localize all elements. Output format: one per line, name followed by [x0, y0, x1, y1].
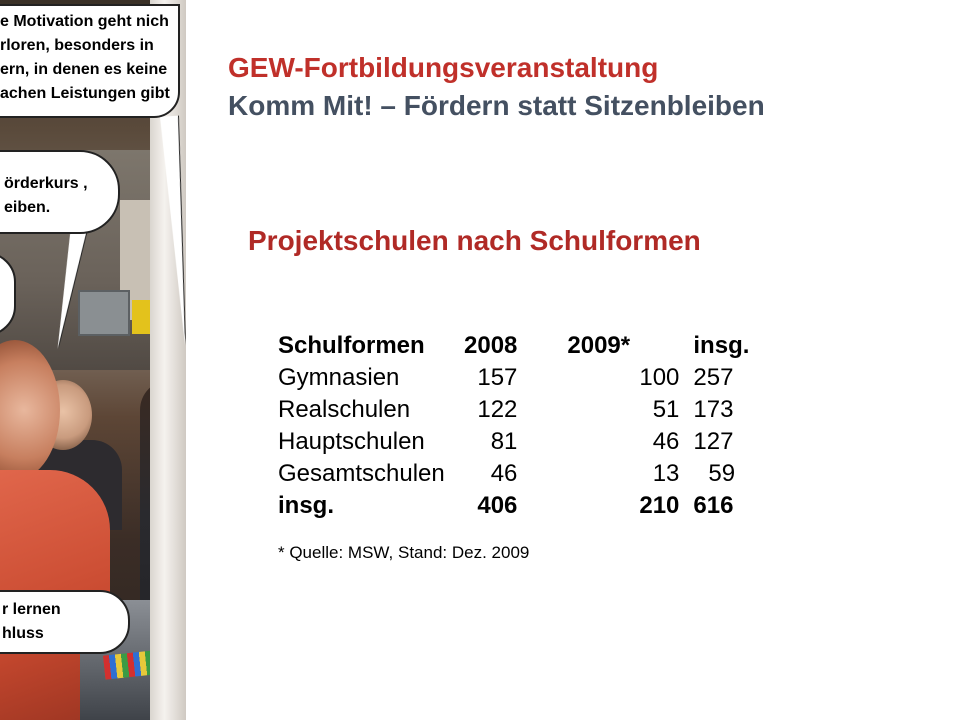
total-cell: 406 — [477, 492, 518, 519]
table-cell: 46 — [652, 428, 680, 455]
table-cell: 127 — [693, 428, 734, 455]
school-types-table — [278, 330, 804, 522]
total-cell: 210 — [639, 492, 680, 519]
classroom-photo — [0, 0, 186, 720]
table-cell: 59 — [708, 460, 736, 487]
section-heading: Projektschulen nach Schulformen — [248, 225, 701, 256]
table-cell: 100 — [639, 364, 680, 391]
slide-title: GEW-Fortbildungsveranstaltung — [228, 52, 659, 83]
table-cell: Gymnasien — [278, 364, 400, 391]
table-cell: 81 — [490, 428, 518, 455]
source-footnote: * Quelle: MSW, Stand: Dez. 2009 — [278, 543, 530, 562]
table-cell: 51 — [652, 396, 680, 423]
table-cell: Gesamtschulen — [278, 460, 445, 487]
table-cell: 46 — [490, 460, 518, 487]
table-row — [278, 362, 804, 394]
speech-bubble-middle: örderkurs , eiben. — [0, 150, 120, 234]
header-cell: 2008 — [464, 332, 518, 359]
header-cell: 2009* — [567, 332, 631, 359]
speech-bubble-top: e Motivation geht nich rloren, besonders in ern, in denen es keine achen Leistungen gibt — [0, 4, 180, 118]
table-row — [278, 458, 804, 490]
total-cell: insg. — [278, 492, 335, 519]
speech-bubble-bottom: r lernen hluss — [0, 590, 130, 654]
header-cell: Schulformen — [278, 332, 425, 359]
table-row — [278, 426, 804, 458]
table-cell: 173 — [693, 396, 734, 423]
table-cell: 13 — [652, 460, 680, 487]
computer-monitor — [78, 290, 130, 336]
table-cell: 157 — [477, 364, 518, 391]
table-total-row — [278, 490, 804, 522]
slide-subtitle: Komm Mit! – Fördern statt Sitzenbleiben — [228, 90, 765, 121]
table-cell: Hauptschulen — [278, 428, 425, 455]
table-cell: 257 — [693, 364, 734, 391]
table-row — [278, 394, 804, 426]
table-cell: 122 — [477, 396, 518, 423]
header-cell: insg. — [693, 332, 750, 359]
table-header-row — [278, 330, 804, 362]
total-cell: 616 — [693, 492, 734, 519]
table-cell: Realschulen — [278, 396, 411, 423]
